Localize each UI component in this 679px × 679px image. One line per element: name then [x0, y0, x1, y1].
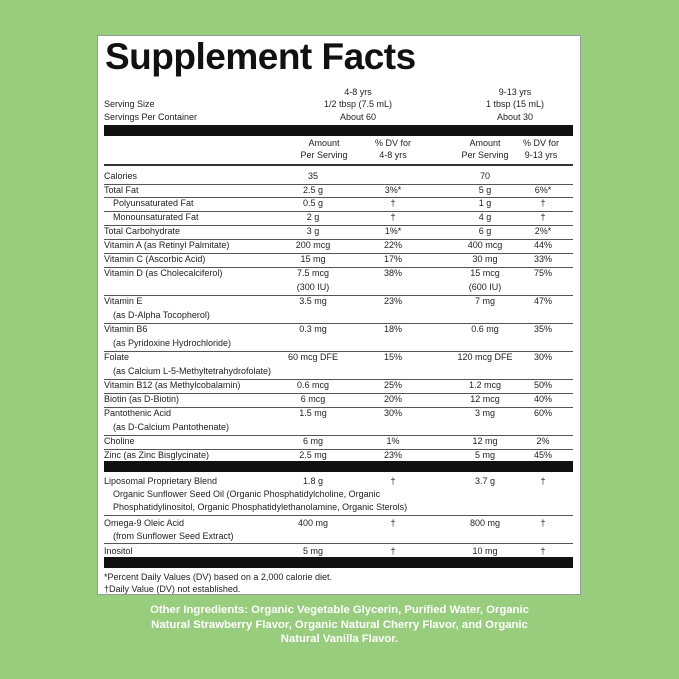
footnote-dagger: †Daily Value (DV) not established. — [104, 584, 241, 594]
amount-age-9-13-iu: (600 IU) — [468, 282, 502, 292]
servings-count-b: About 30 — [496, 112, 534, 122]
dv-age-9-13: 35% — [533, 324, 553, 334]
servings-per-container-label: Servings Per Container — [104, 112, 198, 122]
amount-age-9-13: 7 mg — [474, 296, 496, 306]
dv-age-4-8: 3%* — [384, 185, 402, 195]
divider-header — [104, 164, 573, 166]
dv-age-4-8: 38% — [383, 268, 403, 278]
omega-dv-b: † — [540, 518, 546, 528]
other-ingredients-line-2: Natural Strawberry Flavor, Organic Natural Cherry Flavor, and Organic — [151, 618, 528, 631]
omega-name: Omega-9 Oleic Acid — [104, 518, 185, 528]
amount-age-9-13: 1.2 mcg — [468, 380, 502, 390]
dv-age-9-13: 47% — [533, 296, 553, 306]
amount-age-9-13: 6 g — [478, 226, 492, 236]
divider-bar-middle — [104, 461, 573, 472]
dv-header-a-2: 4-8 yrs — [379, 150, 407, 160]
inositol-amount-a: 5 mg — [302, 546, 324, 556]
nutrient-name: Vitamin E — [104, 296, 143, 306]
blend-ingredients-line-1: Organic Sunflower Seed Oil (Organic Phosphatidylcholine, Organic — [113, 489, 381, 499]
nutrient-name: Vitamin B12 (as Methylcobalamin) — [104, 380, 241, 390]
amount-age-4-8: 6 mg — [302, 436, 324, 446]
row-divider — [104, 184, 573, 185]
blend-amount-b: 3.7 g — [474, 476, 496, 486]
amount-age-4-8: 3.5 mg — [299, 296, 327, 306]
amount-age-4-8: 2.5 g — [302, 185, 324, 195]
serving-size-b: 1 tbsp (15 mL) — [485, 99, 545, 109]
dv-age-4-8: 22% — [383, 240, 403, 250]
dv-age-4-8: 23% — [383, 296, 403, 306]
other-ingredients — [100, 603, 579, 647]
amount-age-4-8: 2 g — [306, 212, 320, 222]
amount-age-9-13: 15 mcg — [470, 268, 500, 278]
dv-age-9-13: 44% — [533, 240, 553, 250]
amount-header-a-1: Amount — [308, 138, 340, 148]
amount-age-9-13: 1 g — [478, 198, 492, 208]
dv-age-4-8: † — [390, 212, 396, 222]
inositol-dv-a: † — [390, 546, 396, 556]
divider-bar-top — [104, 125, 573, 136]
nutrient-name: Total Carbohydrate — [104, 226, 181, 236]
dv-age-9-13: † — [540, 198, 546, 208]
amount-age-4-8: 0.5 g — [302, 198, 324, 208]
dv-age-9-13: 2% — [536, 436, 550, 446]
dv-age-9-13: 45% — [533, 450, 553, 460]
nutrient-name: Choline — [104, 436, 135, 446]
dv-age-4-8: 17% — [383, 254, 403, 264]
omega-amount-a: 400 mg — [297, 518, 329, 528]
dv-age-4-8: 23% — [383, 450, 403, 460]
amount-age-9-13: 400 mcg — [467, 240, 503, 250]
dv-age-9-13: 2%* — [534, 226, 552, 236]
serving-size-label: Serving Size — [104, 99, 155, 109]
dv-header-a-1: % DV for — [374, 138, 412, 148]
blend-amount-a: 1.8 g — [302, 476, 324, 486]
dv-age-9-13: 33% — [533, 254, 553, 264]
dv-age-9-13: 40% — [533, 394, 553, 404]
other-ingredients-line-1: Other Ingredients: Organic Vegetable Glycerin, Purified Water, Organic — [150, 604, 529, 616]
amount-age-9-13: 5 mg — [474, 450, 496, 460]
amount-age-9-13: 120 mcg DFE — [457, 352, 513, 362]
dv-age-4-8: 15% — [383, 352, 403, 362]
dv-age-4-8: 20% — [383, 394, 403, 404]
nutrient-source: (as Pyridoxine Hydrochloride) — [113, 338, 232, 348]
amount-age-4-8: 0.3 mg — [299, 324, 327, 334]
amount-age-4-8: 15 mg — [300, 254, 326, 264]
dv-age-4-8: 18% — [383, 324, 403, 334]
amount-age-9-13: 12 mcg — [470, 394, 500, 404]
nutrient-name: Vitamin A (as Retinyl Palmitate) — [104, 240, 230, 250]
inositol-name: Inositol — [104, 546, 133, 556]
nutrient-name: Monounsaturated Fat — [113, 212, 199, 222]
dv-age-9-13: 50% — [533, 380, 553, 390]
inositol-dv-b: † — [540, 546, 546, 556]
amount-age-9-13: 3 mg — [474, 408, 496, 418]
omega-source: (from Sunflower Seed Extract) — [113, 531, 234, 541]
amount-age-9-13: 12 mg — [472, 436, 498, 446]
divider-bar-bottom — [104, 557, 573, 568]
amount-header-a-2: Per Serving — [300, 150, 348, 160]
dv-age-9-13: 75% — [533, 268, 553, 278]
omega-amount-b: 800 mg — [469, 518, 501, 528]
row-divider — [104, 515, 573, 516]
amount-age-4-8: 0.6 mcg — [296, 380, 330, 390]
panel-title: Supplement Facts — [105, 36, 416, 77]
amount-age-9-13: 70 — [479, 171, 491, 181]
nutrient-name: Vitamin C (Ascorbic Acid) — [104, 254, 206, 264]
amount-age-4-8-iu: (300 IU) — [296, 282, 330, 292]
amount-age-4-8: 1.5 mg — [299, 408, 327, 418]
amount-age-9-13: 5 g — [478, 185, 492, 195]
dv-age-4-8: † — [390, 198, 396, 208]
dv-age-9-13: † — [540, 212, 546, 222]
row-divider — [104, 407, 573, 408]
serving-size-a: 1/2 tbsp (7.5 mL) — [323, 99, 393, 109]
amount-age-9-13: 4 g — [478, 212, 492, 222]
blend-dv-a: † — [390, 476, 396, 486]
row-divider — [104, 435, 573, 436]
amount-age-4-8: 2.5 mg — [299, 450, 327, 460]
age-group-a: 4-8 yrs — [344, 87, 372, 97]
blend-ingredients-line-2: Phosphatidylinositol, Organic Phosphatidylethanolamine, Organic Sterols) — [113, 502, 408, 512]
omega-dv-a: † — [390, 518, 396, 528]
blend-name: Liposomal Proprietary Blend — [104, 476, 218, 486]
dv-age-4-8: 25% — [383, 380, 403, 390]
nutrient-name: Polyunsaturated Fat — [113, 198, 194, 208]
amount-age-4-8: 7.5 mcg — [296, 268, 330, 278]
dv-age-9-13: 30% — [533, 352, 553, 362]
dv-header-b-2: 9-13 yrs — [524, 150, 558, 160]
amount-age-4-8: 200 mcg — [295, 240, 331, 250]
dv-age-9-13: 60% — [533, 408, 553, 418]
dv-header-b-1: % DV for — [522, 138, 560, 148]
row-divider — [104, 543, 573, 544]
nutrient-name: Vitamin D (as Cholecalciferol) — [104, 268, 223, 278]
other-ingredients-line-3: Natural Vanilla Flavor. — [280, 633, 399, 645]
nutrient-name: Vitamin B6 — [104, 324, 148, 334]
amount-age-4-8: 35 — [307, 171, 319, 181]
dv-age-4-8: 30% — [383, 408, 403, 418]
nutrient-name: Folate — [104, 352, 130, 362]
nutrient-source: (as Calcium L-5-Methyltetrahydrofolate) — [113, 366, 272, 376]
nutrient-source: (as D-Alpha Tocopherol) — [113, 310, 210, 320]
inositol-amount-b: 10 mg — [472, 546, 498, 556]
amount-header-b-1: Amount — [469, 138, 501, 148]
row-divider — [104, 295, 573, 296]
nutrient-name: Calories — [104, 171, 138, 181]
age-group-b: 9-13 yrs — [498, 87, 532, 97]
amount-header-b-2: Per Serving — [461, 150, 509, 160]
amount-age-9-13: 0.6 mg — [471, 324, 499, 334]
amount-age-4-8: 6 mcg — [300, 394, 326, 404]
amount-age-4-8: 3 g — [306, 226, 320, 236]
dv-age-4-8: 1% — [386, 436, 400, 446]
blend-dv-b: † — [540, 476, 546, 486]
nutrient-source: (as D-Calcium Pantothenate) — [113, 422, 230, 432]
dv-age-4-8: 1%* — [384, 226, 402, 236]
amount-age-4-8: 60 mcg DFE — [287, 352, 339, 362]
amount-age-9-13: 30 mg — [472, 254, 498, 264]
servings-count-a: About 60 — [339, 112, 377, 122]
nutrient-name: Total Fat — [104, 185, 139, 195]
nutrient-name: Biotin (as D-Biotin) — [104, 394, 180, 404]
nutrient-name: Pantothenic Acid — [104, 408, 172, 418]
row-divider — [104, 323, 573, 324]
nutrient-name: Zinc (as Zinc Bisglycinate) — [104, 450, 210, 460]
footnote-dv: *Percent Daily Values (DV) based on a 2,000 calorie diet. — [104, 572, 332, 582]
dv-age-9-13: 6%* — [534, 185, 552, 195]
